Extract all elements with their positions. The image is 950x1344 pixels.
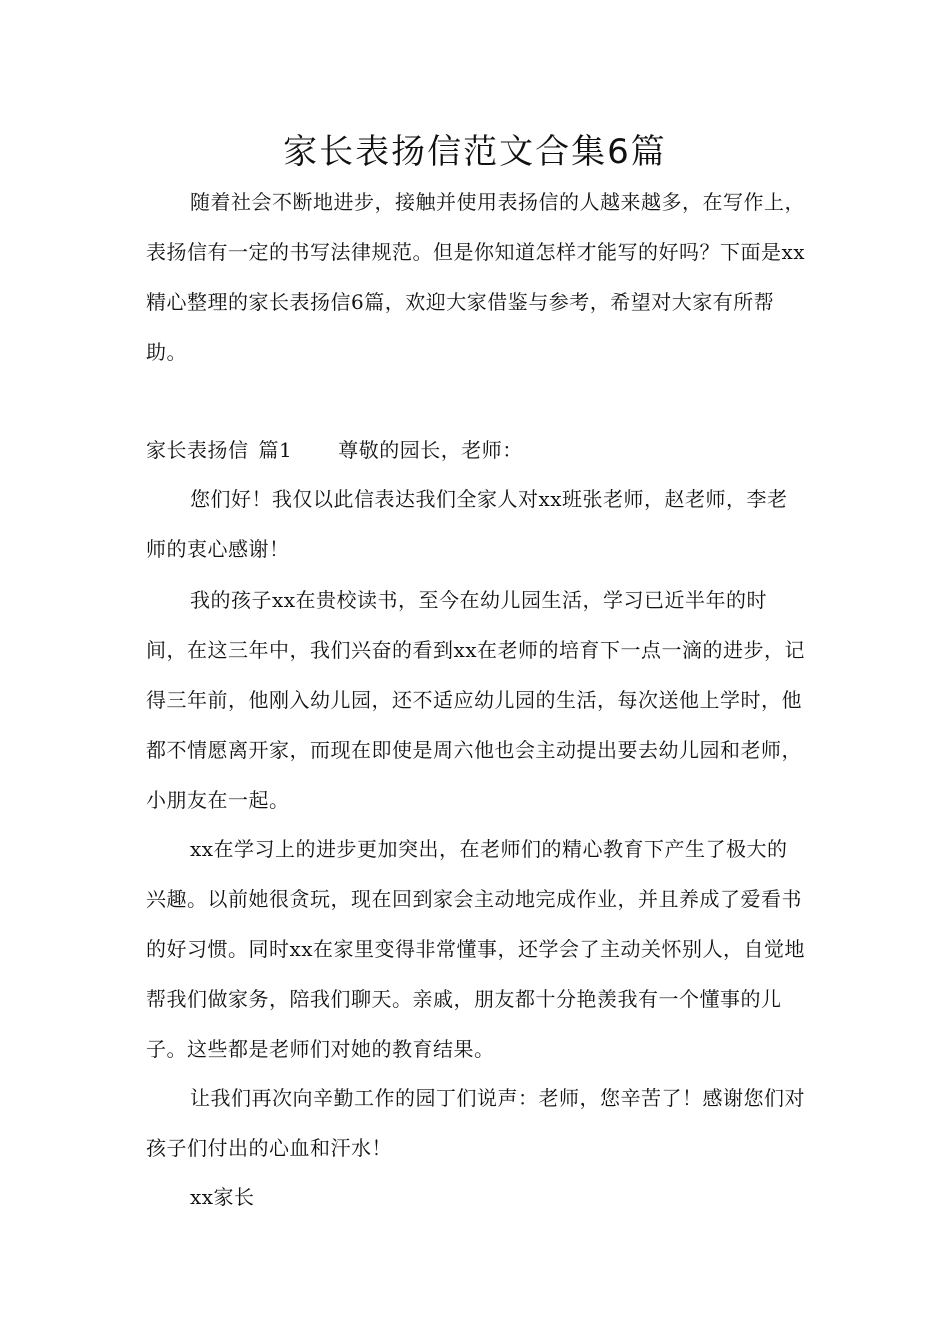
letter-paragraph: 我的孩子xx在贵校读书，至今在幼儿园生活，学习已近半年的时间，在这三年中，我们兴奋的看到xx在老师的培育下一点一滴的进步，记得三年前，他刚入幼儿园，还不适应幼儿园的生活，每次送他上学时，他都不情愿离开家，而现在即使是周六他也会主动提出要去幼儿园和老师，小朋友在一起。 xyxy=(146,588,806,812)
salutation: 尊敬的园长，老师： xyxy=(338,438,523,462)
signature: xx家长 xyxy=(190,1185,255,1209)
letter-heading-line xyxy=(146,425,806,475)
letter-paragraph: 您们好！我仅以此信表达我们全家人对xx班张老师，赵老师，李老师的衷心感谢！ xyxy=(146,487,788,561)
section-title: 家长表扬信 xyxy=(146,438,249,462)
intro-paragraph: 随着社会不断地进步，接触并使用表扬信的人越来越多，在写作上，表扬信有一定的书写法律规范。但是你知道怎样才能写的好吗？下面是xx精心整理的家长表扬信6篇，欢迎大家借鉴与参考，希望对大家有所帮助。 xyxy=(146,190,806,364)
letter-paragraph: xx在学习上的进步更加突出，在老师们的精心教育下产生了极大的兴趣。以前她很贪玩，现在回到家会主动地完成作业，并且养成了爱看书的好习惯。同时xx在家里变得非常懂事，还学会了主动关怀别人，自觉地帮我们做家务，陪我们聊天。亲戚，朋友都十分艳羡我有一个懂事的儿子。这些都是老师们对她的教育结果。 xyxy=(146,837,806,1061)
section-number: 篇1 xyxy=(258,438,293,462)
document-title: 家长表扬信范文合集6篇 xyxy=(283,132,667,172)
letter-paragraph: 让我们再次向辛勤工作的园丁们说声：老师，您辛苦了！感谢您们对孩子们付出的心血和汗水！ xyxy=(146,1086,805,1160)
